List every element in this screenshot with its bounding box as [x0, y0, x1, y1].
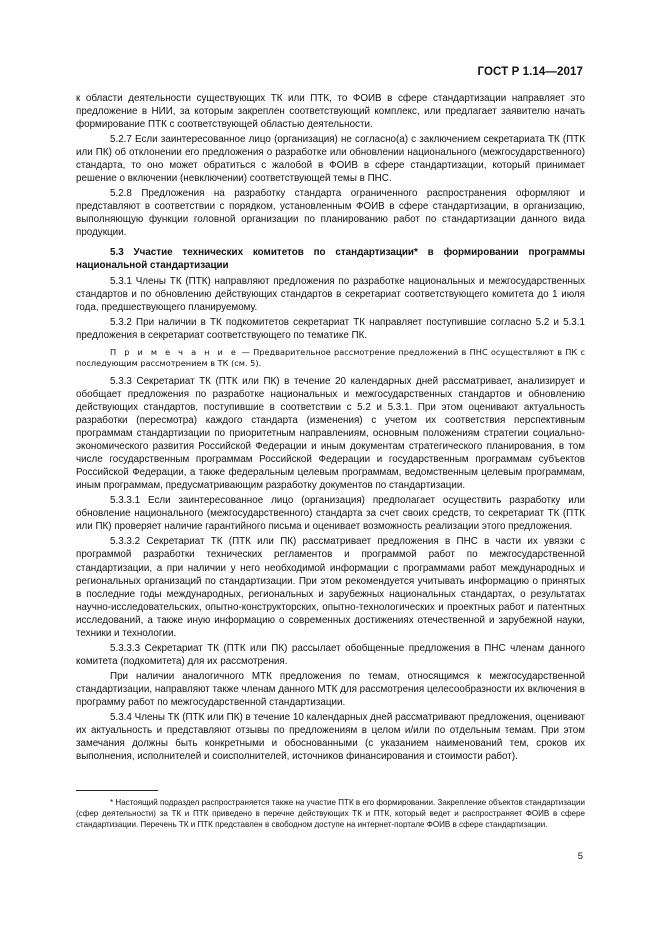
paragraph-5-3-2: 5.3.2 При наличии в ТК подкомитетов секретариат ТК направляет поступившие согласно 5.2 и 5.3.1 предложения в секретариат соответствующего по тематике ПК.: [76, 316, 585, 341]
footnote-divider: [76, 790, 158, 791]
paragraph-5-3-3-3: 5.3.3.3 Секретариат ТК (ПТК или ПК) рассылает обобщенные предложения в ПНС членам данного комитета (подкомитета) для их рассмотрения.: [76, 642, 585, 667]
paragraph-5-3-4: 5.3.4 Члены ТК (ПТК или ПК) в течение 10 календарных дней рассматривают предложения, оценивают их актуальность и представляют отзывы по предложениям в целом и/или по отдельным темам. При этом замечания должны быть конкретными и обоснованными (с указанием наименований тем, сроков их выполнения, исполнителей и соисполнителей, источников финансирования и стоимости работ).: [76, 712, 585, 763]
paragraph-mtk: При наличии аналогичного МТК предложения по темам, относящимся к межгосударственной стандартизации, направляют также членам данного МТК для рассмотрения целесообразности их включения в программу работ по межгосударственной стандартизации.: [76, 670, 585, 708]
paragraph-5-2-8: 5.2.8 Предложения на разработку стандарта ограниченного распространения оформляют и представляют в соответствии с порядком, установленным ФОИВ в сфере стандартизации, в организацию, выполняющую функции головной организации по планированию работ по стандартизации данного вида продукции.: [76, 188, 585, 239]
paragraph-5-3-3: 5.3.3 Секретариат ТК (ПТК или ПК) в течение 20 календарных дней рассматривает, анализирует и обобщает предложения по разработке национальных и межгосударственных стандартов и обновлению действующих стандартов, поступившие в соответствии с 5.2 и 5.3.1. При этом оценивают актуальность разработки (пересмотра) каждого стандарта (изменения) с учетом их соответствия перспективным программам стандартизации по приоритетным направлениям, основным положениям стратегии социально-экономического развития Российской Федерации и иным документам стратегического планирования, в том числе государственным программам Российской Федерации и государственным программам субъектов Российской Федерации, а также федеральным целевым программам, ведомственным целевым программам, иным программам, предусматривающим разработку документов по стандартизации.: [76, 375, 585, 492]
paragraph-5-2-6-continuation: к области деятельности существующих ТК или ПТК, то ФОИВ в сфере стандартизации направляет это предложение в НИИ, за которым закреплен соответствующий комплекс, или предлагает заявителю начать формирование ПТК с соответствующей областью деятельности.: [76, 93, 585, 131]
page-number: 5: [577, 851, 583, 862]
paragraph-5-2-7: 5.2.7 Если заинтересованное лицо (организация) не согласно(а) с заключением секретариата ТК (ПТК или ПК) об отклонении его предложения о разработке или обновлении национального (межгосударственного) стандарта, то оно может обратиться с жалобой в ФОИВ в сфере стандартизации, который принимает решение о включении (невключении) соответствующей темы в ПНС.: [76, 134, 585, 185]
section-heading-5-3: 5.3 Участие технических комитетов по стандартизации* в формировании программы национальной стандартизации: [76, 246, 585, 271]
paragraph-5-3-3-1: 5.3.3.1 Если заинтересованное лицо (организация) предполагает осуществить разработку или обновление национального (межгосударственного) стандарта за счет своих средств, то секретариат ТК (ПТК или ПК) проверяет наличие гарантийного письма и оценивает возможность реализации этого предложения.: [76, 495, 585, 533]
document-header-id: ГОСТ Р 1.14—2017: [477, 66, 583, 78]
paragraph-5-3-1: 5.3.1 Члены ТК (ПТК) направляют предложения по разработке национальных и межгосударственных стандартов и по обновлению действующих стандартов в секретариат соответствующего комитета до 1 июля года, предшествующего планируемому.: [76, 275, 585, 313]
document-body: [76, 92, 585, 765]
note-paragraph: [76, 347, 585, 370]
footnote: * Настоящий подраздел распространяется также на участие ПТК в его формировании. Закрепление объектов стандартизации (сфер деятельности) за ТК и ПТК приведено в перечне действующих ТК и ПТК, который ведет и распространяет ФОИВ в сфере стандартизации. Перечень ТК и ПТК представлен в свободном доступе на интернет-портале ФОИВ в сфере стандартизации.: [76, 798, 585, 830]
note-label: П р и м е ч а н и е: [110, 346, 239, 357]
paragraph-5-3-3-2: 5.3.3.2 Секретариат ТК (ПТК или ПК) рассматривает предложения в ПНС в части их увязки с программой разработки технических регламентов и программой работ по межгосударственной стандартизации, а при наличии у него необходимой информации с программами работ международных и региональных организаций по стандартизации. При этом рекомендуется учитывать информацию о принятых в последние годы международных, региональных и зарубежных национальных стандартах, о результатах научно-исследовательских, опытно-конструкторских, опытно-технологических и проектных работ и патентных исследований, а также иную информацию о современных достижениях отечественной и зарубежной науки, техники и технологии.: [76, 536, 585, 639]
note-text: — Предварительное рассмотрение предложений в ПНС осуществляют в ПК с последующим рассмотрением в ТК (см. 5).: [76, 346, 586, 369]
